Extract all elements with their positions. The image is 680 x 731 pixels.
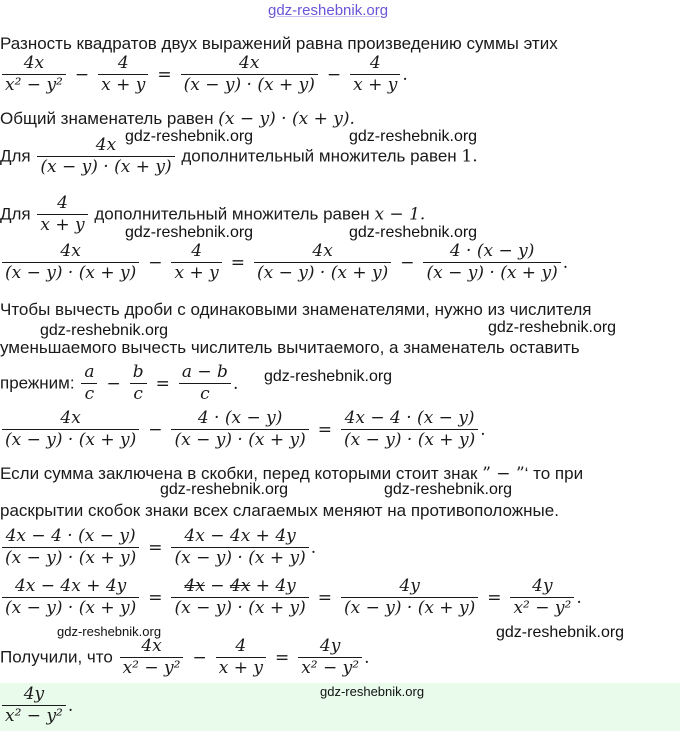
extra-factor-line-1 <box>0 135 478 178</box>
fraction <box>37 193 87 236</box>
bracket-rule-tail: ‘ то при <box>524 464 584 483</box>
denominator: x² − y² <box>2 705 66 727</box>
for-word: Для <box>0 204 31 224</box>
watermark-top: gdz-reshebnik.org <box>268 2 389 19</box>
watermark: gdz-reshebnik.org <box>125 128 254 145</box>
equals-sign: = <box>157 64 172 85</box>
rule-text: прежним: <box>0 373 75 393</box>
denominator: x² − y² <box>2 74 66 96</box>
denominator: (x − y) · (x + y) <box>2 262 139 284</box>
fraction <box>120 636 184 679</box>
period: . <box>576 587 582 608</box>
period: . <box>310 537 317 558</box>
denominator: (x − y) · (x + y) <box>37 156 174 178</box>
denominator: (x − y) · (x + y) <box>423 262 560 284</box>
watermark: gdz-reshebnik.org <box>57 624 162 639</box>
denominator: c <box>130 383 147 405</box>
fraction <box>171 576 308 619</box>
bracket-rule-line-2: раскрытии скобок знаки всех слагаемых меняют на противоположные. <box>0 501 559 520</box>
minus-sign: − <box>74 64 90 85</box>
fraction <box>181 53 318 96</box>
fraction <box>2 408 139 451</box>
period: . <box>402 64 408 85</box>
watermark: gdz-reshebnik.org <box>488 319 617 336</box>
for-word: Для <box>0 146 31 166</box>
equation-4 <box>0 526 316 569</box>
minus-sign: − <box>210 576 225 596</box>
fraction <box>2 241 139 284</box>
fraction <box>298 636 362 679</box>
numerator: 4x <box>141 636 162 656</box>
answer-fraction <box>2 684 66 727</box>
numerator: 4 <box>117 53 129 73</box>
subtract-rule-line-3 <box>0 362 238 405</box>
equation-3 <box>0 408 486 451</box>
minus-sign: − <box>192 647 207 668</box>
numerator: 4 <box>191 241 203 261</box>
fraction <box>216 636 266 679</box>
equals-sign: = <box>155 373 170 394</box>
numerator: 4y <box>399 576 420 596</box>
numerator: a − b <box>181 362 228 382</box>
denominator: x + y <box>171 262 221 284</box>
denominator: x + y <box>98 74 148 96</box>
watermark: gdz-reshebnik.org <box>125 224 254 241</box>
intro-text: Разность квадратов двух выражений равна произведению суммы этих <box>0 34 558 53</box>
numerator: 4x − 4 · (x − y) <box>5 526 136 546</box>
fraction <box>171 241 221 284</box>
numerator: 4 <box>235 636 247 656</box>
fraction <box>37 135 174 178</box>
common-denominator-line <box>0 109 355 129</box>
denominator: c <box>179 383 231 405</box>
equals-sign: = <box>274 647 290 668</box>
extra-factor-text: дополнительный множитель равен <box>94 204 370 224</box>
numerator: 4x <box>239 53 260 73</box>
numerator: 4y <box>532 576 553 596</box>
bracket-sign: ” − ” <box>482 464 525 484</box>
fraction <box>341 576 478 619</box>
numerator: 4y <box>319 636 341 656</box>
watermark: gdz-reshebnik.org <box>349 128 478 145</box>
term: + 4y <box>255 576 296 596</box>
minus-sign: − <box>326 64 342 85</box>
bracket-rule-text: Если сумма заключена в скобки, перед которыми стоит знак <box>0 464 478 483</box>
minus-sign: − <box>400 252 415 273</box>
equals-sign: = <box>148 587 163 608</box>
denominator: x² − y² <box>298 657 362 679</box>
equals-sign: = <box>487 587 502 608</box>
denominator: (x − y) · (x + y) <box>2 597 139 619</box>
fraction <box>171 526 308 569</box>
minus-sign: − <box>148 252 163 273</box>
fraction <box>171 408 308 451</box>
period: . <box>232 373 239 394</box>
numerator: 4x <box>23 53 45 73</box>
denominator: (x − y) · (x + y) <box>181 74 318 96</box>
numerator: 4x <box>60 408 81 428</box>
watermark: gdz-reshebnik.org <box>349 224 478 241</box>
common-denominator-value: (x − y) · (x + y). <box>218 109 355 129</box>
factor-value: x − 1. <box>374 204 426 225</box>
denominator: (x − y) · (x + y) <box>2 429 139 451</box>
denominator: (x − y) · (x + y) <box>341 429 478 451</box>
equation-1 <box>0 53 408 96</box>
denominator: x + y <box>37 214 87 236</box>
watermark: gdz-reshebnik.org <box>264 368 393 385</box>
fraction <box>510 576 574 619</box>
watermark: gdz-reshebnik.org <box>320 684 425 699</box>
factor-value: 1. <box>461 146 478 167</box>
fraction <box>423 241 560 284</box>
struck-term: 4x <box>184 576 205 596</box>
numerator <box>171 576 308 597</box>
extra-factor-text: дополнительный множитель равен <box>181 146 457 166</box>
fraction <box>179 362 231 405</box>
denominator: (x − y) · (x + y) <box>171 547 308 569</box>
numerator: 4x <box>95 135 117 155</box>
numerator: 4 <box>369 53 381 73</box>
denominator: (x − y) · (x + y) <box>341 597 478 619</box>
denominator: x + y <box>350 74 400 96</box>
numerator: a <box>84 362 95 382</box>
result-line <box>0 636 369 679</box>
watermark: gdz-reshebnik.org <box>40 322 169 339</box>
equation-5 <box>0 576 582 619</box>
numerator: b <box>132 362 144 382</box>
equals-sign: = <box>317 419 332 440</box>
subtract-rule-line-1: Чтобы вычесть дроби с одинаковыми знаменателями, нужно из числителя <box>0 300 592 319</box>
denominator: c <box>81 383 97 405</box>
minus-sign: − <box>148 419 163 440</box>
numerator: 4x − 4x + 4y <box>184 526 296 546</box>
numerator: 4x <box>60 241 81 261</box>
result-text: Получили, что <box>0 647 113 667</box>
equation-2 <box>0 241 568 284</box>
denominator: (x − y) · (x + y) <box>171 429 308 451</box>
answer <box>0 684 73 727</box>
fraction <box>2 53 66 96</box>
numerator: 4 · (x − y) <box>449 241 535 261</box>
period: . <box>562 252 569 273</box>
fraction <box>254 241 391 284</box>
fraction <box>98 53 148 96</box>
numerator: 4y <box>23 684 45 704</box>
equals-sign: = <box>230 252 245 273</box>
equals-sign: = <box>317 587 332 608</box>
minus-sign: − <box>106 373 121 394</box>
numerator: 4x <box>312 241 333 261</box>
fraction <box>341 408 478 451</box>
period: . <box>67 695 74 716</box>
numerator: 4x − 4 · (x − y) <box>344 408 475 428</box>
period: . <box>480 419 486 440</box>
numerator: 4x − 4x + 4y <box>14 576 127 596</box>
common-denominator-text: Общий знаменатель равен <box>0 109 214 128</box>
watermark: gdz-reshebnik.org <box>496 624 625 641</box>
equals-sign: = <box>148 537 163 558</box>
fraction <box>2 526 139 569</box>
denominator: x² − y² <box>120 657 184 679</box>
denominator: (x − y) · (x + y) <box>2 547 139 569</box>
denominator: x² − y² <box>510 597 574 619</box>
denominator: (x − y) · (x + y) <box>254 262 391 284</box>
watermark: gdz-reshebnik.org <box>160 481 289 498</box>
subtract-rule-line-2: уменьшаемого вычесть числитель вычитаемого, а знаменатель оставить <box>0 338 580 357</box>
fraction <box>130 362 147 405</box>
numerator: 4 <box>57 193 68 213</box>
fraction <box>350 53 400 96</box>
denominator: (x − y) · (x + y) <box>171 597 308 619</box>
period: . <box>364 647 370 668</box>
denominator: x + y <box>216 657 266 679</box>
struck-term: 4x <box>229 576 251 596</box>
watermark: gdz-reshebnik.org <box>384 481 513 498</box>
numerator: 4 · (x − y) <box>197 408 283 428</box>
fraction <box>2 576 139 619</box>
fraction <box>81 362 97 405</box>
